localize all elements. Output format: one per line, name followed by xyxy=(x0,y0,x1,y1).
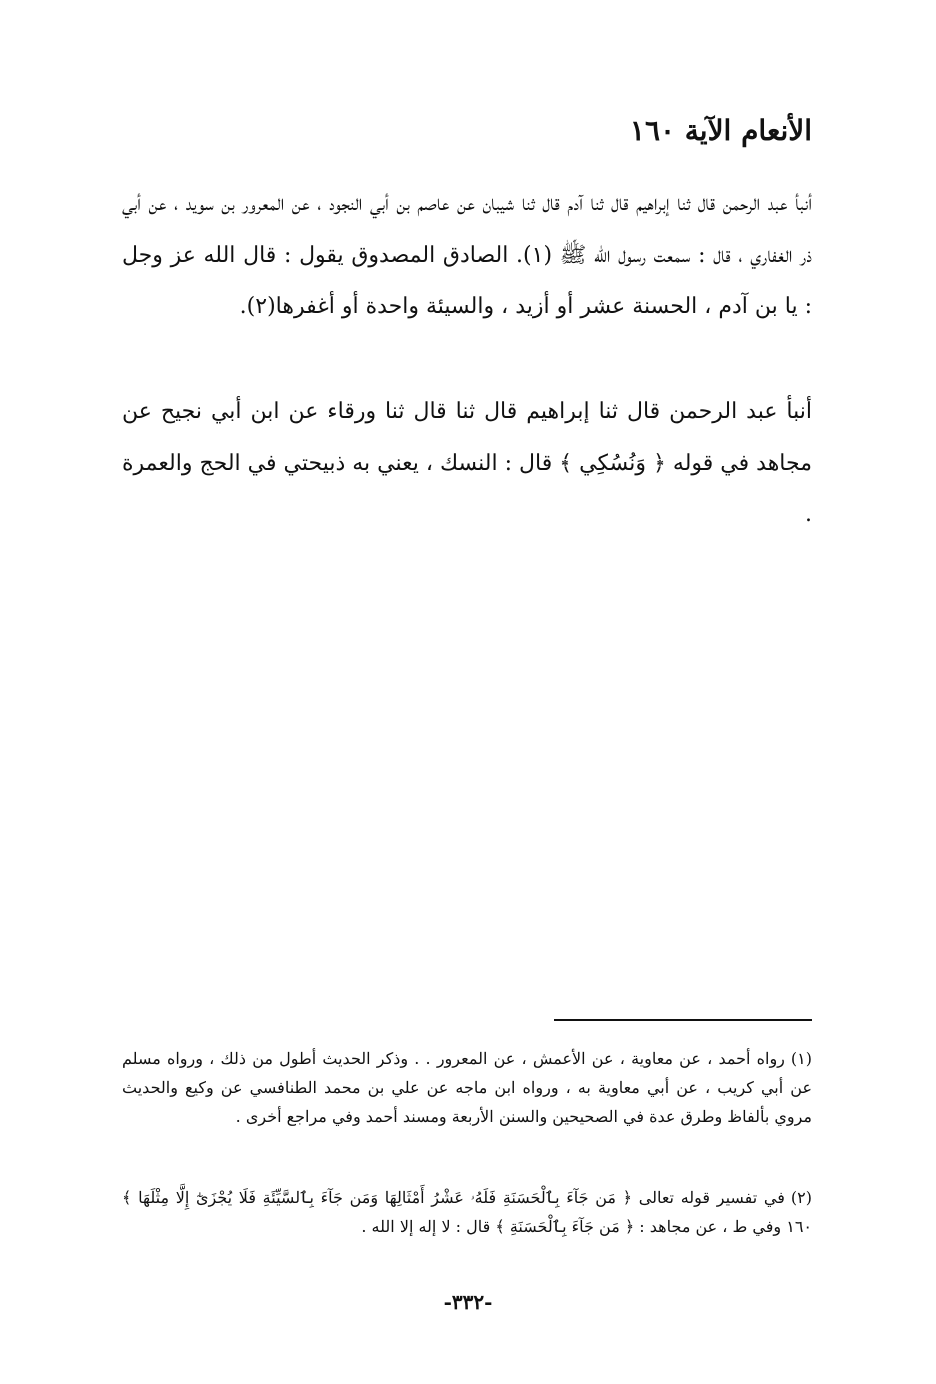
footnote-1 xyxy=(122,1044,812,1131)
footnote-2-number: (٢) xyxy=(790,1188,812,1207)
footnote-divider xyxy=(554,1019,812,1021)
paragraph-1: أنبأ عبد الرحمن قال ثنا إبراهيم قال ثنا آدم قال ثنا شيبان عن عاصم بن أبي النجود ، عن المعرور بن سويد ، عن أبي ذر الغفاري ، قال : سمعت رسول الله ﷺ (١). الصادق المصدوق يقول : قال الله عز وجل : يا بن آدم ، الحسنة عشر أو أزيد ، والسيئة واحدة أو أغفرها(٢). xyxy=(122,191,812,319)
page-number: -٣٣٢- xyxy=(443,1290,493,1314)
section-heading: الأنعام الآية ١٦٠ xyxy=(629,114,812,147)
footnote-2 xyxy=(122,1183,812,1241)
footnote-1-text: رواه أحمد ، عن معاوية ، عن الأعمش ، عن المعرور . . وذكر الحديث أطول من ذلك ، ورواه مسلم عن أبي كريب ، عن أبي معاوية به ، ورواه ابن ماجه عن علي بن محمد الطنافسي عن وكيع والحديث مروي بألفاظ وطرق عدة في الصحيحين والسنن الأربعة ومسند أحمد وفي مراجع أخرى . xyxy=(122,1049,812,1126)
footnote-2-text: في تفسير قوله تعالى ﴿ مَن جَآءَ بِٱلْحَسَنَةِ فَلَهُۥ عَشْرُ أَمْثَالِهَا وَمَن جَآءَ بِٱلسَّيِّئَةِ فَلَا يُجْزَىٰٓ إِلَّا مِثْلَهَا ﴾ ١٦٠ وفي ط ، عن مجاهد : ﴿ مَن جَآءَ بِٱلْحَسَنَةِ ﴾ قال : لا إله إلا الله . xyxy=(122,1188,812,1236)
paragraph-2: أنبأ عبد الرحمن قال ثنا إبراهيم قال ثنا قال ثنا ورقاء عن ابن أبي نجيح عن مجاهد في قوله ﴿ وَنُسُكِي ﴾ قال : النسك ، يعني به ذبيحتي في الحج والعمرة . xyxy=(122,399,812,527)
footnote-1-number: (١) xyxy=(790,1049,813,1068)
